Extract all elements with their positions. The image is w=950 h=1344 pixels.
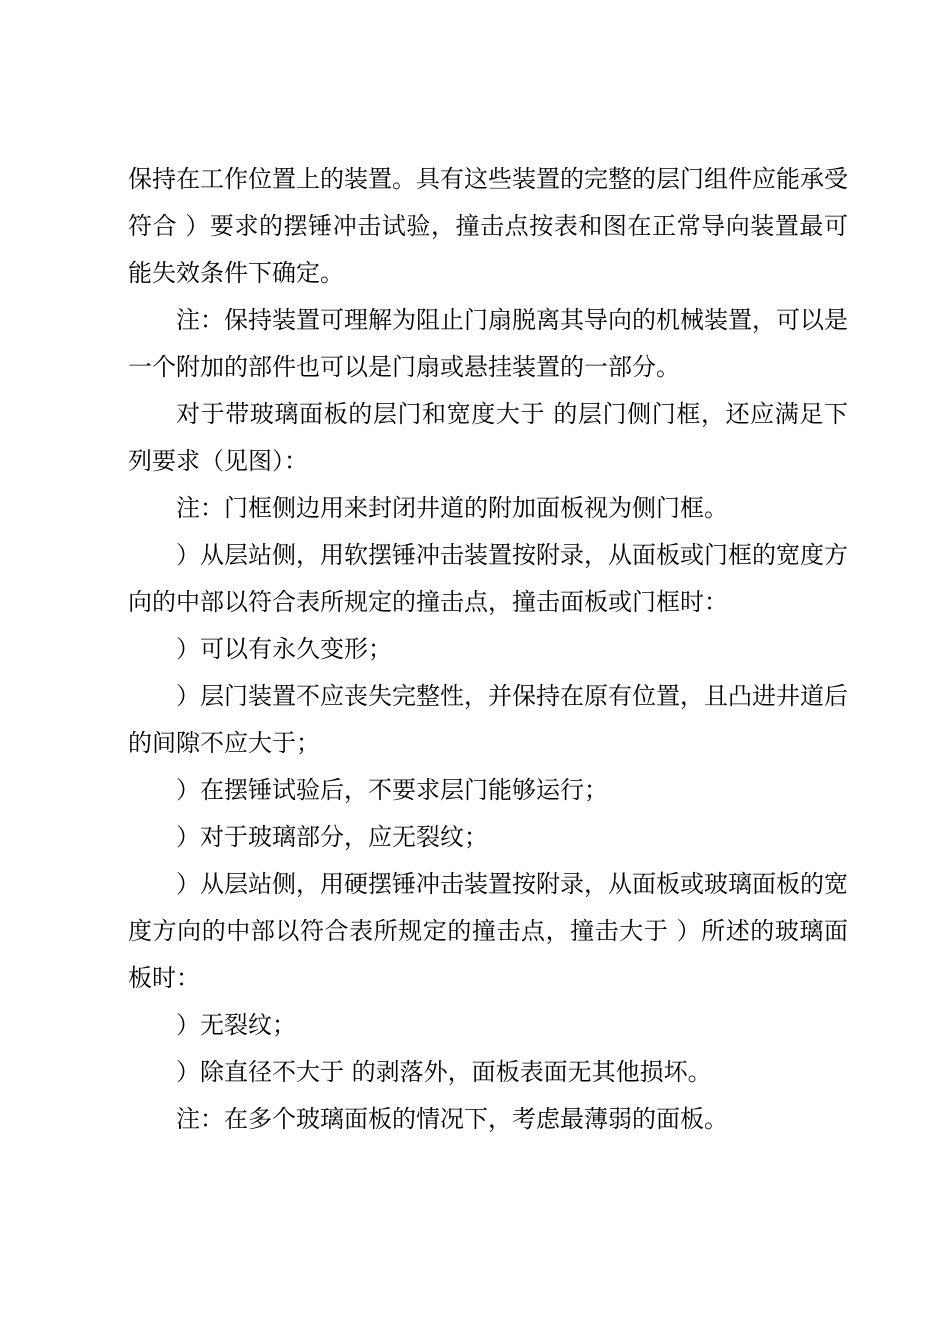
subitem-permanent-deformation: ）可以有永久变形； (176, 635, 392, 663)
paragraph-door-retaining-device: 保持在工作位置上的装置。具有这些装置的完整的层门组件应能承受符合 ）要求的摆锤冲击试验，撞击点按表和图在正常导向装置最可能失效条件下确定。 (128, 165, 848, 287)
note-side-frame: 注：门框侧边用来封闭井道的附加面板视为侧门框。 (176, 494, 728, 522)
subitem-operation-not-required: ）在摆锤试验后，不要求层门能够运行； (176, 776, 608, 804)
subitem-chipping: ）除直径不大于 的剥落外，面板表面无其他损坏。 (176, 1058, 712, 1086)
paragraph-glass-panel-requirements: 对于带玻璃面板的层门和宽度大于 的层门侧门框，还应满足下列要求（见图）： (128, 400, 848, 475)
note-retaining-device: 注：保持装置可理解为阻止门扇脱离其导向的机械装置，可以是一个附加的部件也可以是门扇或悬挂装置的一部分。 (128, 306, 848, 381)
subitem-no-cracks: ）无裂纹； (176, 1011, 296, 1039)
document-body (128, 156, 848, 1143)
item-soft-pendulum-test: ）从层站侧，用软摆锤冲击装置按附录，从面板或门框的宽度方向的中部以符合表所规定的撞击点，撞击面板或门框时： (128, 541, 848, 616)
item-hard-pendulum-test: ）从层站侧，用硬摆锤冲击装置按附录，从面板或玻璃面板的宽度方向的中部以符合表所规定的撞击点，撞击大于 ）所述的玻璃面板时： (128, 870, 848, 992)
note-weakest-panel: 注：在多个玻璃面板的情况下，考虑最薄弱的面板。 (176, 1105, 728, 1133)
subitem-no-cracks-glass: ）对于玻璃部分，应无裂纹； (176, 823, 488, 851)
subitem-integrity: ）层门装置不应丧失完整性，并保持在原有位置，且凸进井道后的间隙不应大于； (128, 682, 848, 757)
